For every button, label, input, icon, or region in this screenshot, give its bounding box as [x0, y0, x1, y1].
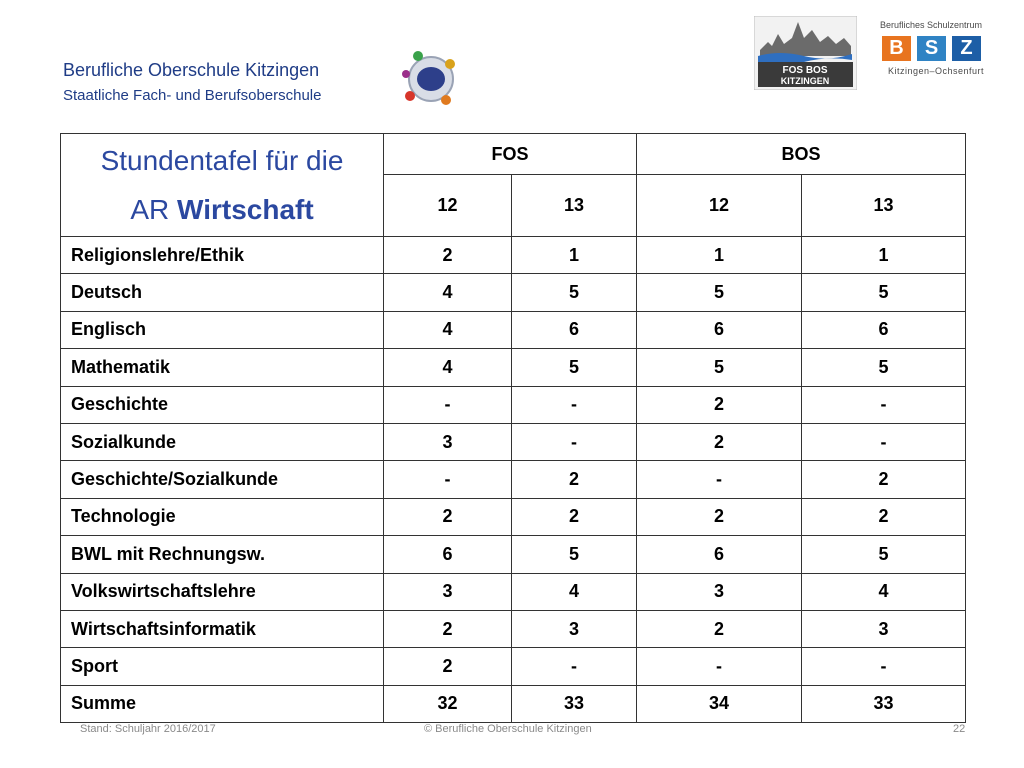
hours-cell: 2	[637, 386, 802, 423]
school-subtitle: Staatliche Fach- und Berufsoberschule	[63, 87, 322, 104]
school-name: Berufliche Oberschule Kitzingen	[63, 60, 320, 80]
hours-cell: -	[802, 386, 966, 423]
grade-header: 13	[512, 175, 637, 237]
page-number: 22	[953, 723, 966, 735]
hours-cell: 2	[384, 498, 512, 535]
bsz-letter-z: Z	[952, 36, 981, 61]
hours-cell: 6	[512, 311, 637, 348]
hours-cell: 6	[637, 311, 802, 348]
footer-copyright: © Berufliche Oberschule Kitzingen	[424, 723, 592, 735]
hours-cell: 2	[512, 461, 637, 498]
fos-bos-kitzingen-logo	[754, 16, 857, 90]
subject-cell: Deutsch	[61, 274, 384, 311]
hours-cell: -	[512, 648, 637, 685]
fosbos-logo-line2: KITZINGEN	[780, 76, 830, 86]
table-header-row-groups	[61, 134, 966, 175]
table-title-line2-prefix: AR	[130, 194, 178, 225]
hours-cell: 6	[802, 311, 966, 348]
table-row	[61, 423, 966, 460]
hours-cell: 33	[802, 685, 966, 722]
subject-cell: Technologie	[61, 498, 384, 535]
subject-cell: BWL mit Rechnungsw.	[61, 536, 384, 573]
hours-cell: -	[384, 461, 512, 498]
hours-cell: 2	[384, 610, 512, 647]
table-row	[61, 648, 966, 685]
group-header-bos: BOS	[637, 134, 966, 175]
hours-cell: 4	[512, 573, 637, 610]
hours-cell: 5	[802, 536, 966, 573]
hours-cell: 32	[384, 685, 512, 722]
hours-cell: -	[637, 461, 802, 498]
hours-cell: -	[512, 423, 637, 460]
subject-cell: Mathematik	[61, 349, 384, 386]
hours-cell: 2	[637, 423, 802, 460]
hours-cell: 1	[512, 237, 637, 274]
hours-cell: 2	[384, 237, 512, 274]
hours-cell: 2	[637, 610, 802, 647]
hours-cell: 2	[637, 498, 802, 535]
subject-cell: Sport	[61, 648, 384, 685]
hours-cell: 1	[637, 237, 802, 274]
subject-cell: Volkswirtschaftslehre	[61, 573, 384, 610]
timetable	[60, 133, 966, 723]
bsz-letter-b: B	[882, 36, 911, 61]
hours-cell: 34	[637, 685, 802, 722]
table-title-line2-bold: Wirtschaft	[177, 194, 314, 225]
table-row	[61, 685, 966, 722]
hours-cell: 6	[637, 536, 802, 573]
fosbos-logo-line1: FOS BOS	[782, 65, 828, 76]
hours-cell: 3	[384, 423, 512, 460]
hours-cell: 2	[512, 498, 637, 535]
hours-cell: 2	[802, 461, 966, 498]
hours-cell: 33	[512, 685, 637, 722]
hours-cell: -	[384, 386, 512, 423]
table-title-line1: Stundentafel für die	[100, 145, 344, 176]
table-row	[61, 461, 966, 498]
hours-cell: 4	[384, 349, 512, 386]
bsz-logo-bottom-text: Kitzingen–Ochsenfurt	[888, 66, 985, 76]
hours-cell: 3	[512, 610, 637, 647]
table-row	[61, 536, 966, 573]
hours-cell: 4	[384, 311, 512, 348]
table-title	[61, 134, 384, 237]
table-row	[61, 573, 966, 610]
table-row	[61, 610, 966, 647]
school-emblem-icon	[398, 46, 464, 110]
subject-cell: Englisch	[61, 311, 384, 348]
hours-cell: -	[637, 648, 802, 685]
subject-cell: Sozialkunde	[61, 423, 384, 460]
group-header-fos: FOS	[384, 134, 637, 175]
table-row	[61, 349, 966, 386]
hours-cell: 5	[512, 274, 637, 311]
grade-header: 13	[802, 175, 966, 237]
grade-header: 12	[637, 175, 802, 237]
hours-cell: 2	[384, 648, 512, 685]
hours-cell: 4	[802, 573, 966, 610]
hours-cell: 5	[637, 349, 802, 386]
hours-cell: 5	[637, 274, 802, 311]
hours-cell: 5	[802, 349, 966, 386]
grade-header: 12	[384, 175, 512, 237]
bsz-logo	[880, 20, 986, 82]
hours-cell: 1	[802, 237, 966, 274]
footer-date: Stand: Schuljahr 2016/2017	[80, 723, 216, 735]
table-row	[61, 386, 966, 423]
bsz-logo-top-text: Berufliches Schulzentrum	[880, 20, 983, 30]
hours-cell: -	[512, 386, 637, 423]
hours-cell: 4	[384, 274, 512, 311]
bsz-letter-s: S	[917, 36, 946, 61]
hours-cell: 2	[802, 498, 966, 535]
table-row	[61, 237, 966, 274]
subject-cell: Geschichte/Sozialkunde	[61, 461, 384, 498]
table-row	[61, 274, 966, 311]
table-row	[61, 311, 966, 348]
hours-cell: 6	[384, 536, 512, 573]
hours-cell: 3	[802, 610, 966, 647]
subject-cell: Wirtschaftsinformatik	[61, 610, 384, 647]
subject-cell: Religionslehre/Ethik	[61, 237, 384, 274]
hours-cell: -	[802, 648, 966, 685]
hours-cell: 3	[384, 573, 512, 610]
subject-cell: Summe	[61, 685, 384, 722]
hours-cell: -	[802, 423, 966, 460]
hours-cell: 5	[802, 274, 966, 311]
subject-cell: Geschichte	[61, 386, 384, 423]
hours-cell: 5	[512, 349, 637, 386]
table-row	[61, 498, 966, 535]
hours-cell: 3	[637, 573, 802, 610]
hours-cell: 5	[512, 536, 637, 573]
